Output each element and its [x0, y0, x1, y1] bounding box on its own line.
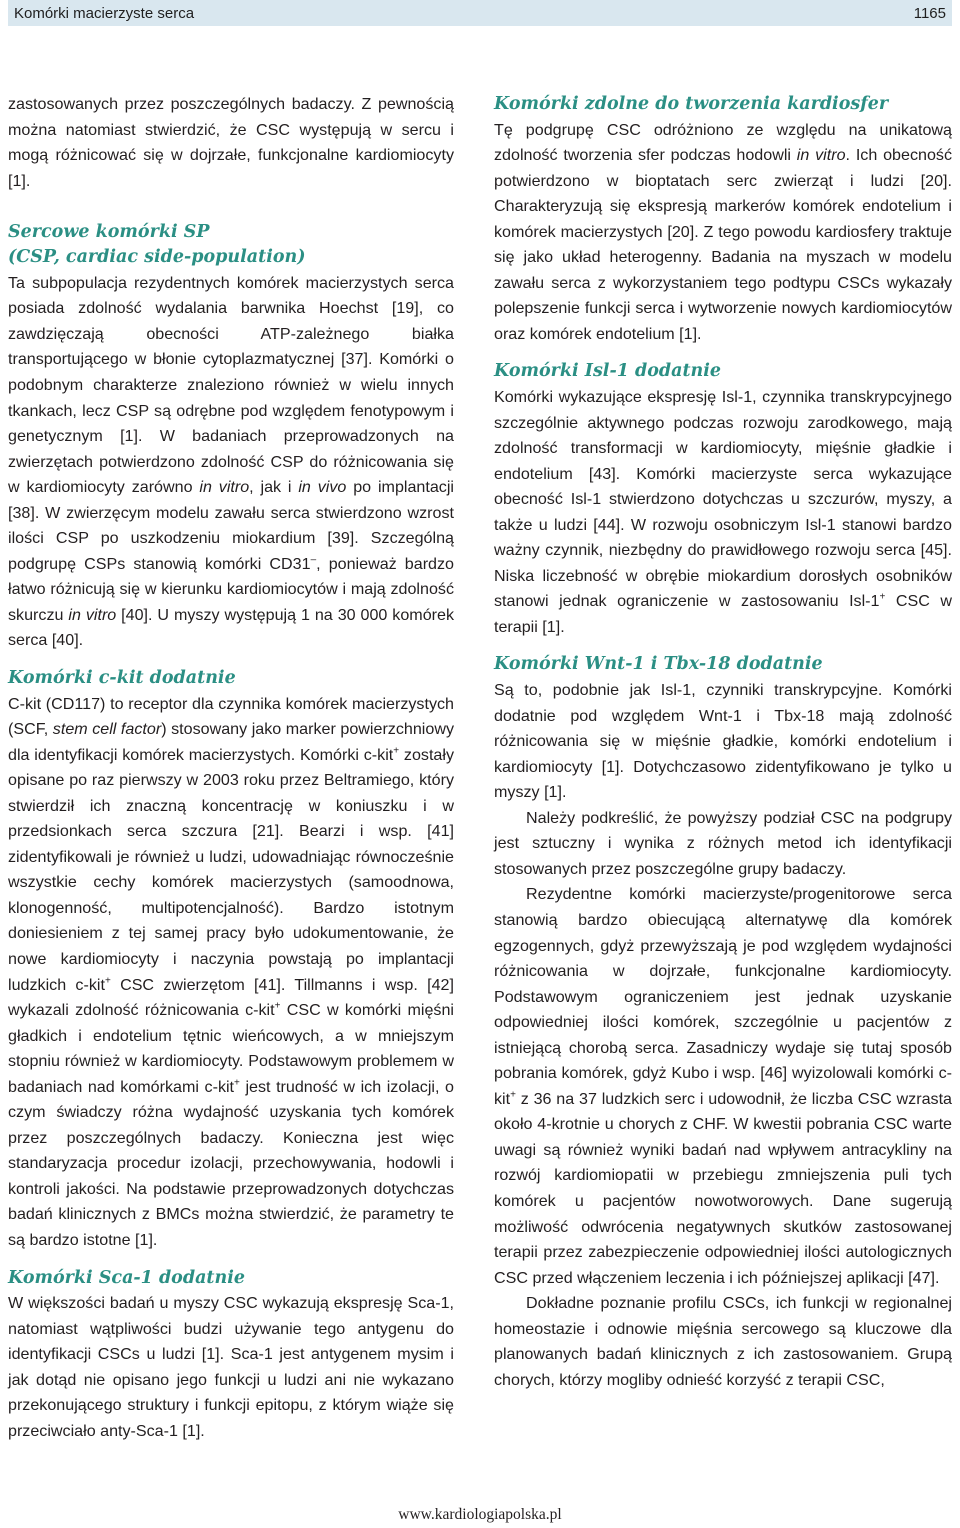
left-column [8, 92, 454, 1444]
footer-url: www.kardiologiapolska.pl [398, 1506, 562, 1523]
running-header [8, 0, 952, 26]
right-column [494, 92, 952, 1393]
sp-paragraph: Ta subpopulacja rezydentnych komórek macierzystych serca posiada zdolność wydalania barwnika Hoechst [19], co zawdzięczają obecności ATP-zależnego białka transportującego w błonie cytoplazmatycznej [37]. Komórki o podobnym charakterze znaleziono również w wielu innych tkankach, lecz CSP są odrębne pod względem fenotypowym i genetycznym [1]. W badaniach przeprowadzonych na zwierzętach potwierdzono zdolność CSP do różnicowania się w kardiomiocyty zarówno in vitro, jak i in vivo po implantacji [38]. W zwierzęcym modelu zawału serca stwierdzono wzrost ilości CSP po uszkodzeniu miokardium [39]. Szczególną podgrupę CSPs stanowią komórki CD31–, ponieważ bardzo łatwo różnicują się w kierunku kardiomiocytów i mają zdolność skurczu in vitro [40]. U myszy występują 1 na 30 000 komórek serca [40]. [8, 273, 455, 650]
section-heading-isl1: Komórki Isl-1 dodatnie [494, 361, 722, 382]
isl1-paragraph: Komórki wykazujące ekspresję Isl-1, czynnika transkrypcyjnego szczególnie aktywnego podczas rozwoju zarodkowego, mają zdolność transformacji w kardiomiocyty, mięśnie gładkie i endotelium [43]. Komórki macierzyste serca wykazujące obecność Isl-1 stwierdzono dotychczas u szczurów, myszy, a także u ludzi [44]. W rozwoju osobniczym Isl-1 stanowi bardzo ważny czynnik, niezbędny do prawidłowego rozwoju serca [45]. Niska liczebność w obrębie miokardium dorosłych osobników stanowi jednak ograniczenie w zastosowaniu Isl-1+ CSC w terapii [1]. [494, 388, 953, 636]
section-heading-wnt1: Komórki Wnt-1 i Tbx-18 dodatnie [494, 654, 823, 675]
resident-cells-paragraph: Rezydentne komórki macierzyste/progenitorowe serca stanowią bardzo obiecującą alternatywę dla komórek egzogennych, gdyż przewyższają je pod względem wydajności różnicowania w dojrzałe, funkcjonalne kardiomiocyty. Podstawowym ograniczeniem jest jednak uzyskanie odpowiedniej ilości komórek, szczególnie u pacjentów z istniejącą chorobą serca. Zasadniczy wydaje się tutaj sposób pobrania komórek, gdyż Kubo i wsp. [46] wyizolowali komórki c-kit+ z 36 na 37 ludzkich serc i udowodnił, że liczba CSC wzrasta około 4-krotnie u chorych z CHF. W kwestii pobrania CSC warte uwagi są również wyniki badań nad wpływem antracykliny na rozwój kardiomiopatii w przebiegu zmniejszenia puli tych komórek u pacjentów nowotworowych. Dane sugerują możliwość odwrócenia negatywnych skutków zastosowanej terapii przez zabezpieczenie odpowiedniej ilości autologicznych CSC przed włączeniem leczenia i ich późniejszej aplikacji [47]. [494, 885, 952, 1287]
section-heading-sca1: Komórki Sca-1 dodatnie [8, 1267, 246, 1288]
classification-paragraph: Należy podkreślić, że powyższy podział CSC na podgrupy jest sztuczny i wynika z różnych metod ich identyfikacji stosowanych przez poszczególne grupy badaczy. [494, 808, 952, 878]
profile-paragraph: Dokładne poznanie profilu CSCs, ich funkcji w regionalnej homeostazie i odnowie mięśnia sercowego są kluczowe dla planowanych badań klinicznych z ich zastosowaniem. Grupą chorych, którzy mogliby odnieść korzyść z terapii CSC, [494, 1294, 952, 1389]
section-heading-sp: Sercowe komórki SP (CSP, cardiac side-population) [8, 221, 306, 268]
ckit-paragraph: C-kit (CD117) to receptor dla czynnika komórek macierzystych (SCF, stem cell factor) stosowany jako marker powierzchniowy dla identyfikacji komórek macierzystych. Komórki c-kit+ zostały opisane po raz pierwszy w 2003 roku przez Beltramiego, który stwierdził ich znaczną koncentrację w koniuszku i w przedsionkach serca szczura [21]. Bearzi i wsp. [41] zidentyfikowali je również u ludzi, udowadniając równocześnie wszystkie cechy komórek macierzystych (samoodnowa, klonogenność, multipotencjalność). Bardzo istotnym doniesieniem z tej samej pracy było udokumentowanie, że nowe kardiomiocyty i naczynia powstają po implantacji ludzkich c-kit+ CSC zwierzętom [41]. Tillmanns i wsp. [42] wykazali zdolność różnicowania c-kit+ CSC w komórki mięśni gładkich i endotelium tętnic wieńcowych, a w mniejszym stopniu również w kardiomiocyty. Podstawowym problemem w badaniach nad komórkami c-kit+ jest trudność w ich izolacji, o czym świadczy różna wydajność uzyskania tych komórek przez poszczególnych badaczy. Konieczna jest więc standaryzacja procedur izolacji, przechowywania, hodowli i kontroli jakości. Na podstawie przeprowadzonych dotychczas badań klinicznych z BMCs można stwierdzić, że parametry te są bardzo istotne [1]. [8, 694, 454, 1250]
running-title: Komórki macierzyste serca [14, 4, 195, 22]
section-heading-ckit: Komórki c-kit dodatnie [8, 667, 236, 688]
kardiosfery-paragraph: Tę podgrupę CSC odróżniono ze względu na unikatową zdolność tworzenia sfer podczas hodowli in vitro. Ich obecność potwierdzono w bioptatach serc zwierząt i ludzi [20]. Charakteryzują się ekspresją markerów komórek endotelium i komórek macierzystych [20]. Z tego powodu kardiosfery traktuje się jako układ heterogenny. Badania na myszach w modelu zawału serca z wykorzystaniem tego podtypu CSCs wykazały polepszenie funkcji serca i wytworzenie nowych kardiomiocytów oraz komórek endotelium [1]. [494, 120, 952, 343]
intro-paragraph: zastosowanych przez poszczególnych badaczy. Z pewnością można natomiast stwierdzić, że CSC występują w sercu i mogą różnicować się w dojrzałe, funkcjonalne kardiomiocyty [1]. [8, 95, 454, 190]
page-number: 1165 [913, 4, 946, 22]
sca1-paragraph: W większości badań u myszy CSC wykazują ekspresję Sca-1, natomiast wątpliwości budzi używanie tego antygenu do identyfikacji CSCs u ludzi [1]. Sca-1 jest antygenem mysim i jak dotąd nie opisano jego funkcji u ludzi ani nie wykazano przekonującego struktury i funkcji epitopu, z którym wiąże się przeciwciało anty-Sca-1 [1]. [8, 1294, 454, 1440]
section-heading-kardiosfery: Komórki zdolne do tworzenia kardiosfer [494, 94, 889, 114]
wnt1-paragraph: Są to, podobnie jak Isl-1, czynniki transkrypcyjne. Komórki dodatnie pod względem Wnt-1 i Tbx-18 mają zdolność różnicowania się w mięśnie gładkie, komórki endotelium i kardiomiocyty [1]. Dotychczasowo zidentyfikowano je tylko u myszy [1]. [494, 681, 952, 802]
